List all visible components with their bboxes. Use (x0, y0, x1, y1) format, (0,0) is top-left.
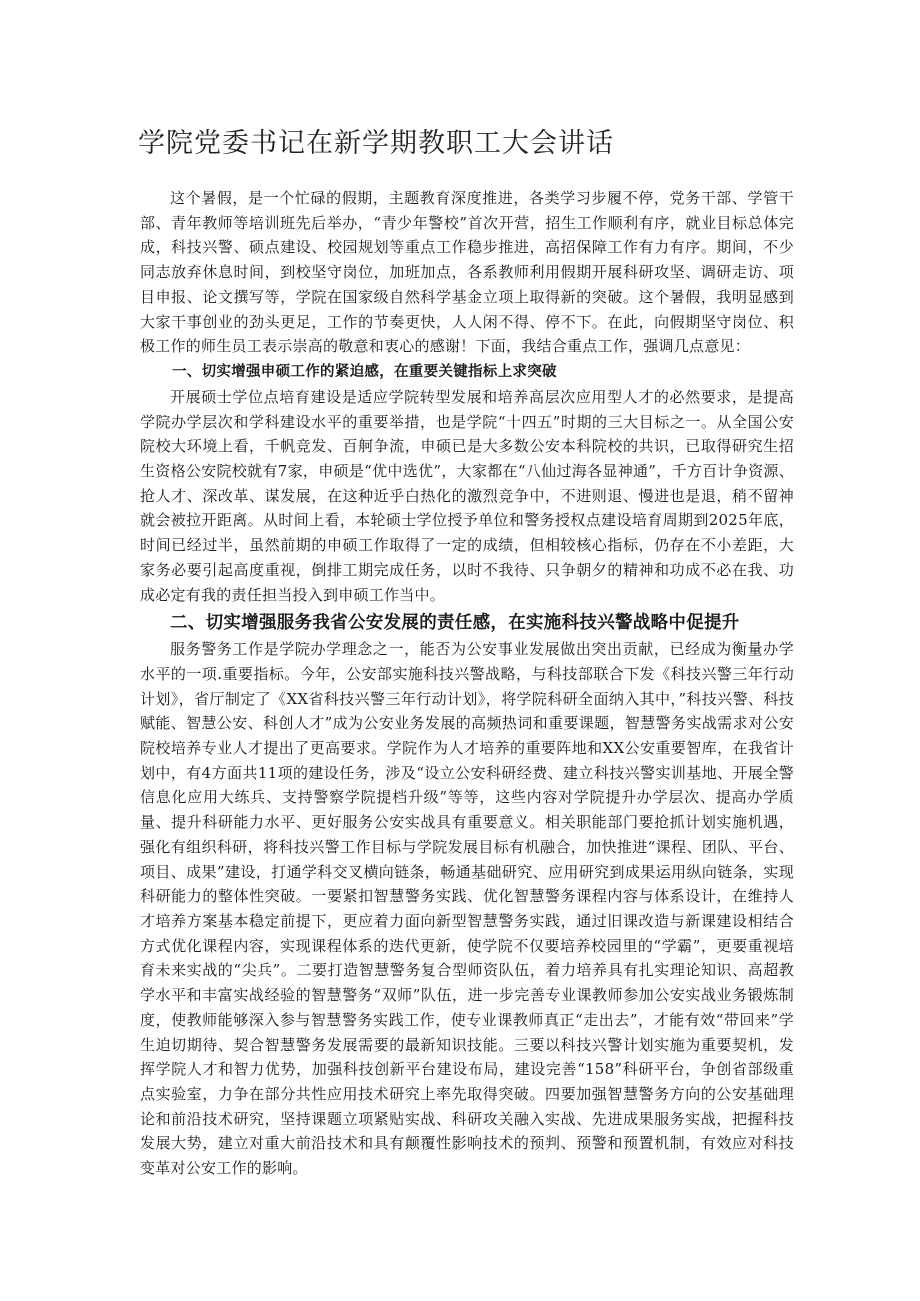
section-1-paragraph: 开展硕士学位点培育建设是适应学院转型发展和培养高层次应用型人才的必然要求，是提高学院办学层次和学科建设水平的重要举措，也是学院“十四五”时期的三大目标之一。从全国公安院校大环境上看，千帆竞发、百舸争流，申硕已是大多数公安本科院校的共识，已取得研究生招生资格公安院校就有7家，申硕是“优中选优”，大家都在“八仙过海各显神通”，千方百计争资源、抢人才、深改革、谋发展，在这种近乎白热化的激烈竞争中，不进则退、慢进也是退，稍不留神就会被拉开距离。从时间上看，本轮硕士学位授予单位和警务授权点建设培育周期到2025年底，时间已经过半，虽然前期的申硕工作取得了一定的成绩，但相较核心指标，仍存在不小差距，大家务必要引起高度重视，倒排工期完成任务，以时不我待、只争朝夕的精神和功成不必在我、功成必定有我的责任担当投入到申硕工作当中。 (140, 387, 794, 604)
intro-paragraph: 这个暑假，是一个忙碌的假期，主题教育深度推进，各类学习步履不停，党务干部、学管干部、青年教师等培训班先后举办，“青少年警校”首次开营，招生工作顺利有序，就业目标总体完成，科技兴警、硕点建设、校园规划等重点工作稳步推进，高招保障工作有力有序。期间，不少同志放弃休息时间，到校坚守岗位，加班加点，各系教师利用假期开展科研攻坚、调研走访、项目申报、论文撰写等，学院在国家级自然科学基金立项上取得新的突破。这个暑假，我明显感到大家干事创业的劲头更足，工作的节奏更快，人人闲不得、停不下。在此，向假期坚守岗位、积极工作的师生员工表示崇高的敬意和衷心的感谢！下面，我结合重点工作，强调几点意见： (140, 189, 794, 356)
section-2-heading: 二、切实增强服务我省公安发展的责任感，在实施科技兴警战略中促提升 (170, 613, 740, 634)
section-1-heading: 一、切实增强申硕工作的紧迫感，在重要关键指标上求突破 (172, 363, 557, 380)
section-2-paragraph: 服务警务工作是学院办学理念之一，能否为公安事业发展做出突出贡献，已经成为衡量办学水平的一项.重要指标。今年，公安部实施科技兴警战略，与科技部联合下发《科技兴警三年行动计划》，省厅制定了《XX省科技兴警三年行动计划》，将学院科研全面纳入其中，”科技兴警、科技赋能、智慧公安、科创人才”成为公安业务发展的高频热词和重要课题，智慧警务实战需求对公安院校培养专业人才提出了更高要求。学院作为人才培养的重要阵地和XX公安重要智库，在我省计划中，有4方面共11项的建设任务，涉及“设立公安科研经费、建立科技兴警实训基地、开展全警信息化应用大练兵、支持警察学院提档升级”等等，这些内容对学院提升办学层次、提高办学质量、提升科研能力水平、更好服务公安实战具有重要意义。相关职能部门要抢抓计划实施机遇，强化有组织科研，将科技兴警工作目标与学院发展目标有机融合，加快推进“课程、团队、平台、项目、成果”建设，打通学科交叉横向链条，畅通基础研究、应用研究到成果运用纵向链条，实现科研能力的整体性突破。一要紧扣智慧警务实践、优化智慧警务课程内容与体系设计，在维持人才培养方案基本稳定前提下，更应着力面向新型智慧警务实践，通过旧课改造与新课建设相结合方式优化课程内容，实现课程体系的迭代更新，使学院不仅要培养校园里的“学霸”，更要重视培育未来实战的“尖兵”。二要打造智慧警务复合型师资队伍，着力培养具有扎实理论知识、高超教学水平和丰富实战经验的智慧警务“双师”队伍，进一步完善专业课教师参加公安实战业务锻炼制度，使教师能够深入参与智慧警务实践工作，使专业课教师真正“走出去”，才能有效“带回来”学生迫切期待、契合智慧警务发展需要的最新知识技能。三要以科技兴警计划实施为重要契机，发挥学院人才和智力优势，加强科技创新平台建设布局，建设完善“158”科研平台，争创省部级重点实验室，力争在部分共性应用技术研究上率先取得突破。四要加强智慧警务方向的公安基础理论和前沿技术研究，坚持课题立项紧贴实战、科研攻关融入实战、先进成果服务实战，把握科技发展大势，建立对重大前沿技术和具有颠覆性影响技术的预判、预警和预置机制，有效应对科技变革对公安工作的影响。 (140, 640, 794, 1178)
document-title: 学院党委书记在新学期教职工大会讲话 (138, 128, 614, 159)
document-page (140, 122, 794, 1181)
